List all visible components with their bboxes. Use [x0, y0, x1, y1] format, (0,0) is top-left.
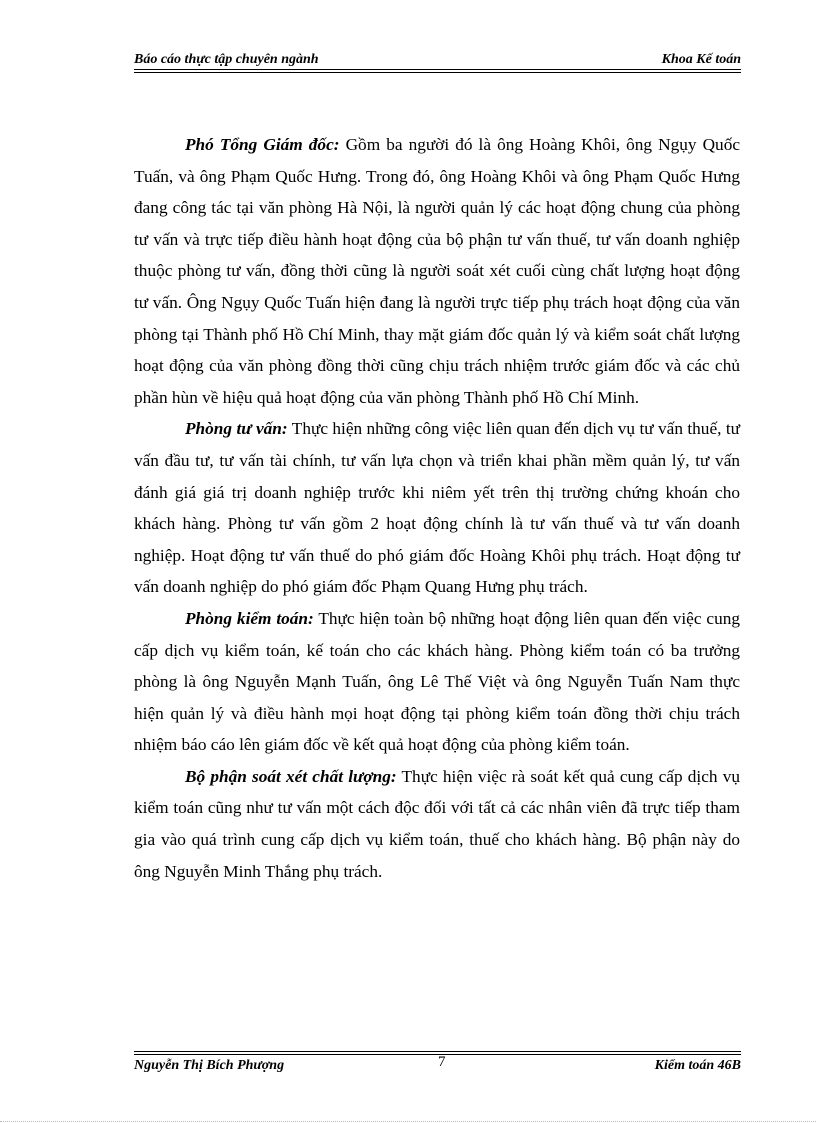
paragraph-audit-dept [134, 603, 740, 761]
header-rule-thin [134, 72, 741, 73]
document-body [134, 129, 740, 887]
page-footer [134, 1056, 741, 1078]
header-rule-thick [134, 69, 741, 70]
paragraph-deputy-directors [134, 129, 740, 413]
paragraph-text: Thực hiện việc rà soát kết quả cung cấp dịch vụ kiểm toán cũng như tư vấn một cách độc đối với tất cả các nhân viên đã trực tiếp tham gia vào quá trình cung cấp dịch vụ kiểm toán, thuế cho khách hàng. Bộ phận này do ông Nguyễn Minh Thắng phụ trách. [134, 766, 740, 881]
paragraph-text: Thực hiện toàn bộ những hoạt động liên quan đến việc cung cấp dịch vụ kiểm toán, kế toán cho các khách hàng. Phòng kiểm toán có ba trưởng phòng là ông Nguyễn Mạnh Tuấn, ông Lê Thế Việt và ông Nguyễn Tuấn Nam thực hiện quản lý và điều hành mọi hoạt động tại phòng kiểm toán đồng thời chịu trách nhiệm báo cáo lên giám đốc về kết quả hoạt động của phòng kiểm toán. [134, 608, 740, 755]
paragraph-lead: Phòng tư vấn: [185, 419, 288, 439]
header-department: Khoa Kế toán [661, 52, 741, 67]
paragraph-lead: Phó Tổng Giám đốc: [185, 135, 340, 154]
paragraph-quality-review [134, 761, 740, 887]
paragraph-consulting-dept [134, 413, 740, 603]
paragraph-lead: Bộ phận soát xét chất lượng: [185, 766, 397, 786]
page-header [134, 48, 741, 68]
paragraph-text: Gồm ba người đó là ông Hoàng Khôi, ông Ngụy Quốc Tuấn, và ông Phạm Quốc Hưng. Trong đó, ông Hoàng Khôi và ông Phạm Quốc Hưng đang công tác tại văn phòng Hà Nội, là người quản lý các hoạt động chung của phòng tư vấn và trực tiếp điều hành hoạt động của bộ phận tư vấn thuế, tư vấn doanh nghiệp thuộc phòng tư vấn, đồng thời cũng là người soát xét cuối cùng chất lượng hoạt động tư vấn. Ông Ngụy Quốc Tuấn hiện đang là người trực tiếp phụ trách hoạt động của văn phòng tại Thành phố Hồ Chí Minh, thay mặt giám đốc quản lý và kiểm soát chất lượng hoạt động của văn phòng đồng thời cũng chịu trách nhiệm trước giám đốc và các chủ phần hùn về hiệu quả hoạt động của văn phòng Thành phố Hồ Chí Minh. [134, 135, 740, 407]
header-report-title: Báo cáo thực tập chuyên ngành [134, 52, 319, 67]
paragraph-text: Thực hiện những công việc liên quan đến dịch vụ tư vấn thuế, tư vấn đầu tư, tư vấn tài chính, tư vấn lựa chọn và triển khai phần mềm quản lý, tư vấn đánh giá giá trị doanh nghiệp trước khi niêm yết trên thị trường chứng khoán cho khách hàng. Phòng tư vấn gồm 2 hoạt động chính là tư vấn thuế và tư vấn doanh nghiệp. Hoạt động tư vấn thuế do phó giám đốc Hoàng Khôi phụ trách. Hoạt động tư vấn doanh nghiệp do phó giám đốc Phạm Quang Hưng phụ trách. [134, 419, 740, 597]
footer-class: Kiểm toán 46B [654, 1058, 741, 1073]
page-number: 7 [438, 1054, 446, 1070]
footer-author: Nguyễn Thị Bích Phượng [134, 1058, 285, 1073]
footer-rule-thin [134, 1051, 741, 1052]
page-bottom-divider [0, 1121, 816, 1122]
paragraph-lead: Phòng kiểm toán: [185, 608, 314, 628]
